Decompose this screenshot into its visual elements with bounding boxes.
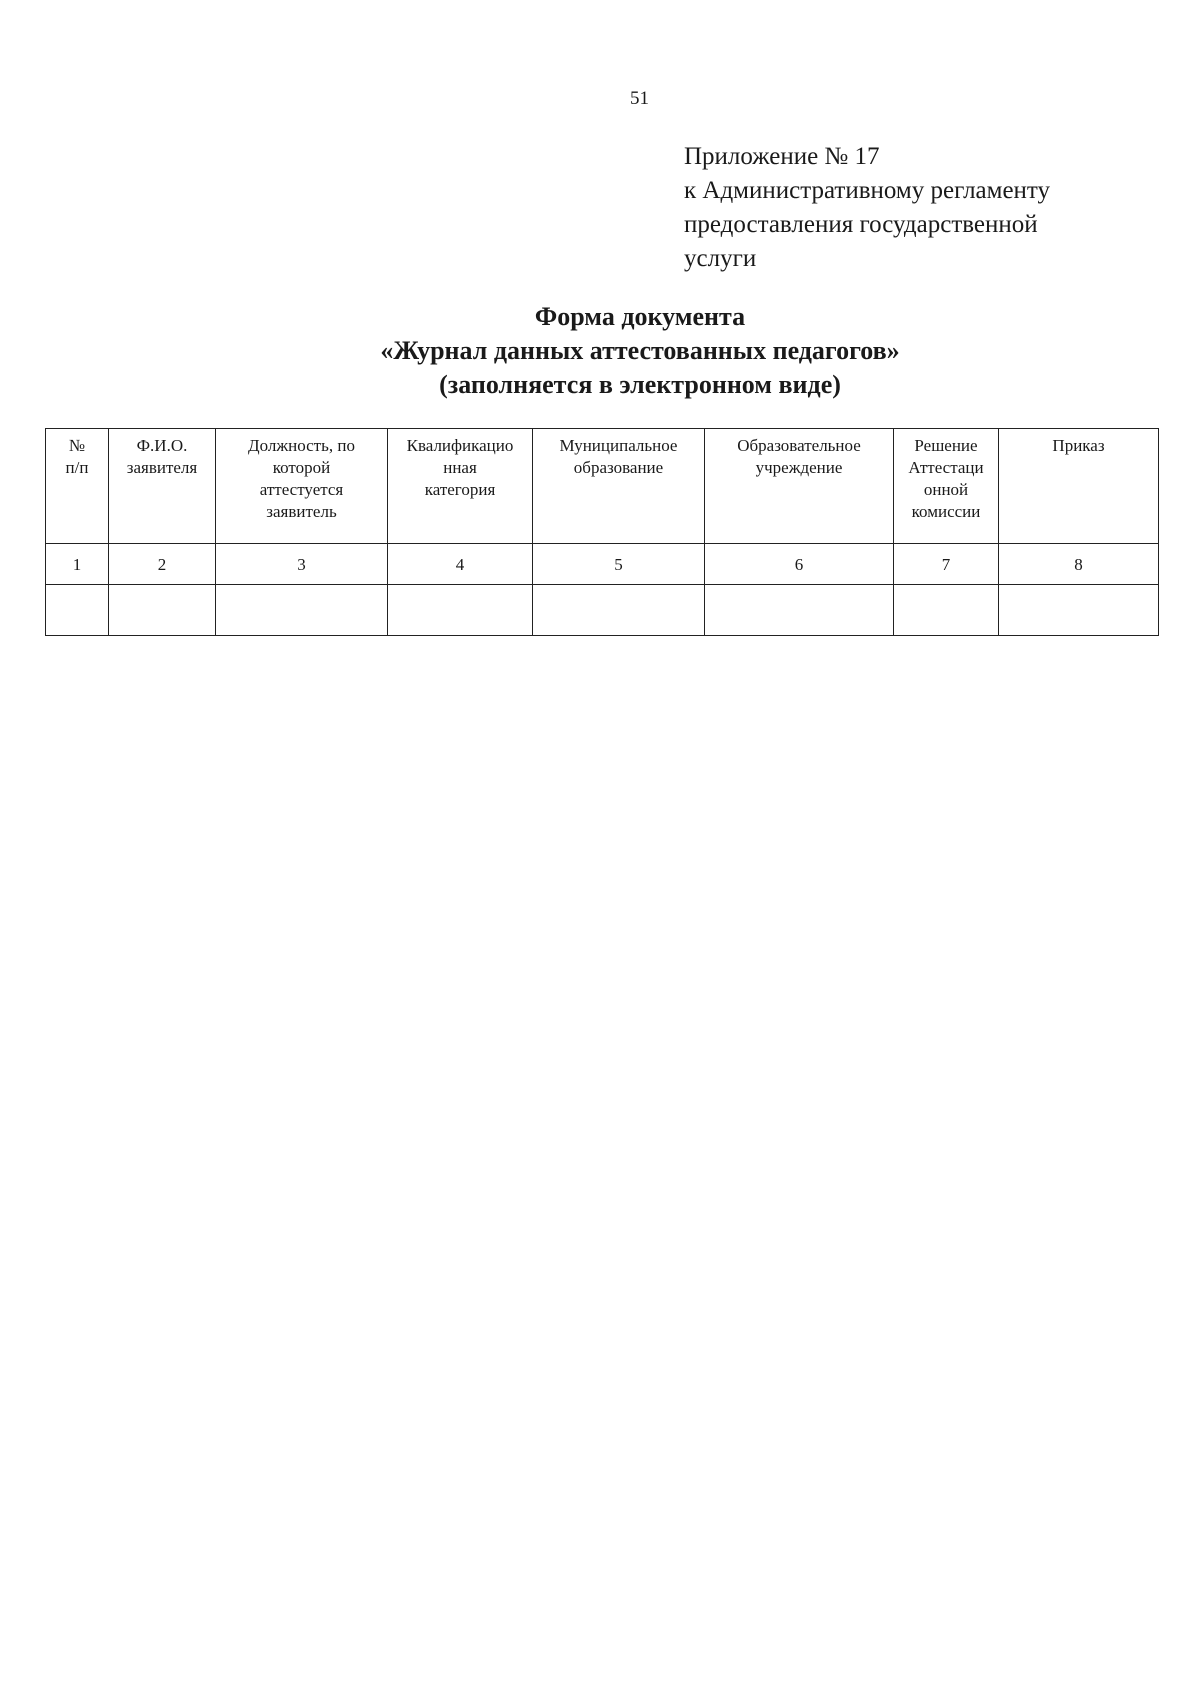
appendix-note [684,140,1124,276]
table-header-row [46,429,1159,544]
column-header-text: Ф.И.О. заявителя [126,436,198,477]
column-header-text: Муниципальное образование [559,436,678,477]
column-header-text: Квалификацио нная категория [406,436,514,499]
column-number: 5 [533,544,705,585]
column-header [46,429,109,544]
title-line: Форма документа [534,302,746,331]
column-header-text: Решение Аттестаци онной комиссии [908,436,984,521]
column-header-text: Образовательное учреждение [737,436,861,477]
empty-entry-row [46,585,1159,636]
empty-cell [705,585,894,636]
column-header [894,429,999,544]
column-number: 7 [894,544,999,585]
column-header [999,429,1159,544]
empty-cell [109,585,216,636]
column-header-text: Приказ [1052,436,1105,455]
column-header [388,429,533,544]
empty-cell [46,585,109,636]
appendix-line: Приложение № 17 [684,143,880,170]
column-header [216,429,388,544]
appendix-line: услуги [684,245,757,272]
appendix-line: предоставления государственной [684,211,1038,238]
empty-cell [894,585,999,636]
page-number: 51 [630,88,649,109]
column-number: 2 [109,544,216,585]
column-header-text: № п/п [65,436,89,477]
column-number-row [46,544,1159,585]
empty-cell [533,585,705,636]
column-header [533,429,705,544]
column-number: 1 [46,544,109,585]
column-header-text: Должность, по которой аттестуется заявитель [248,436,355,521]
column-number: 8 [999,544,1159,585]
column-number: 4 [388,544,533,585]
column-header [705,429,894,544]
column-number: 3 [216,544,388,585]
title-line: «Журнал данных аттестованных педагогов» [380,336,900,365]
column-header [109,429,216,544]
column-number: 6 [705,544,894,585]
empty-cell [999,585,1159,636]
journal-table [45,428,1159,636]
empty-cell [388,585,533,636]
appendix-line: к Административному регламенту [684,177,1051,204]
document-title [0,300,1200,402]
title-line: (заполняется в электронном виде) [439,370,841,399]
empty-cell [216,585,388,636]
